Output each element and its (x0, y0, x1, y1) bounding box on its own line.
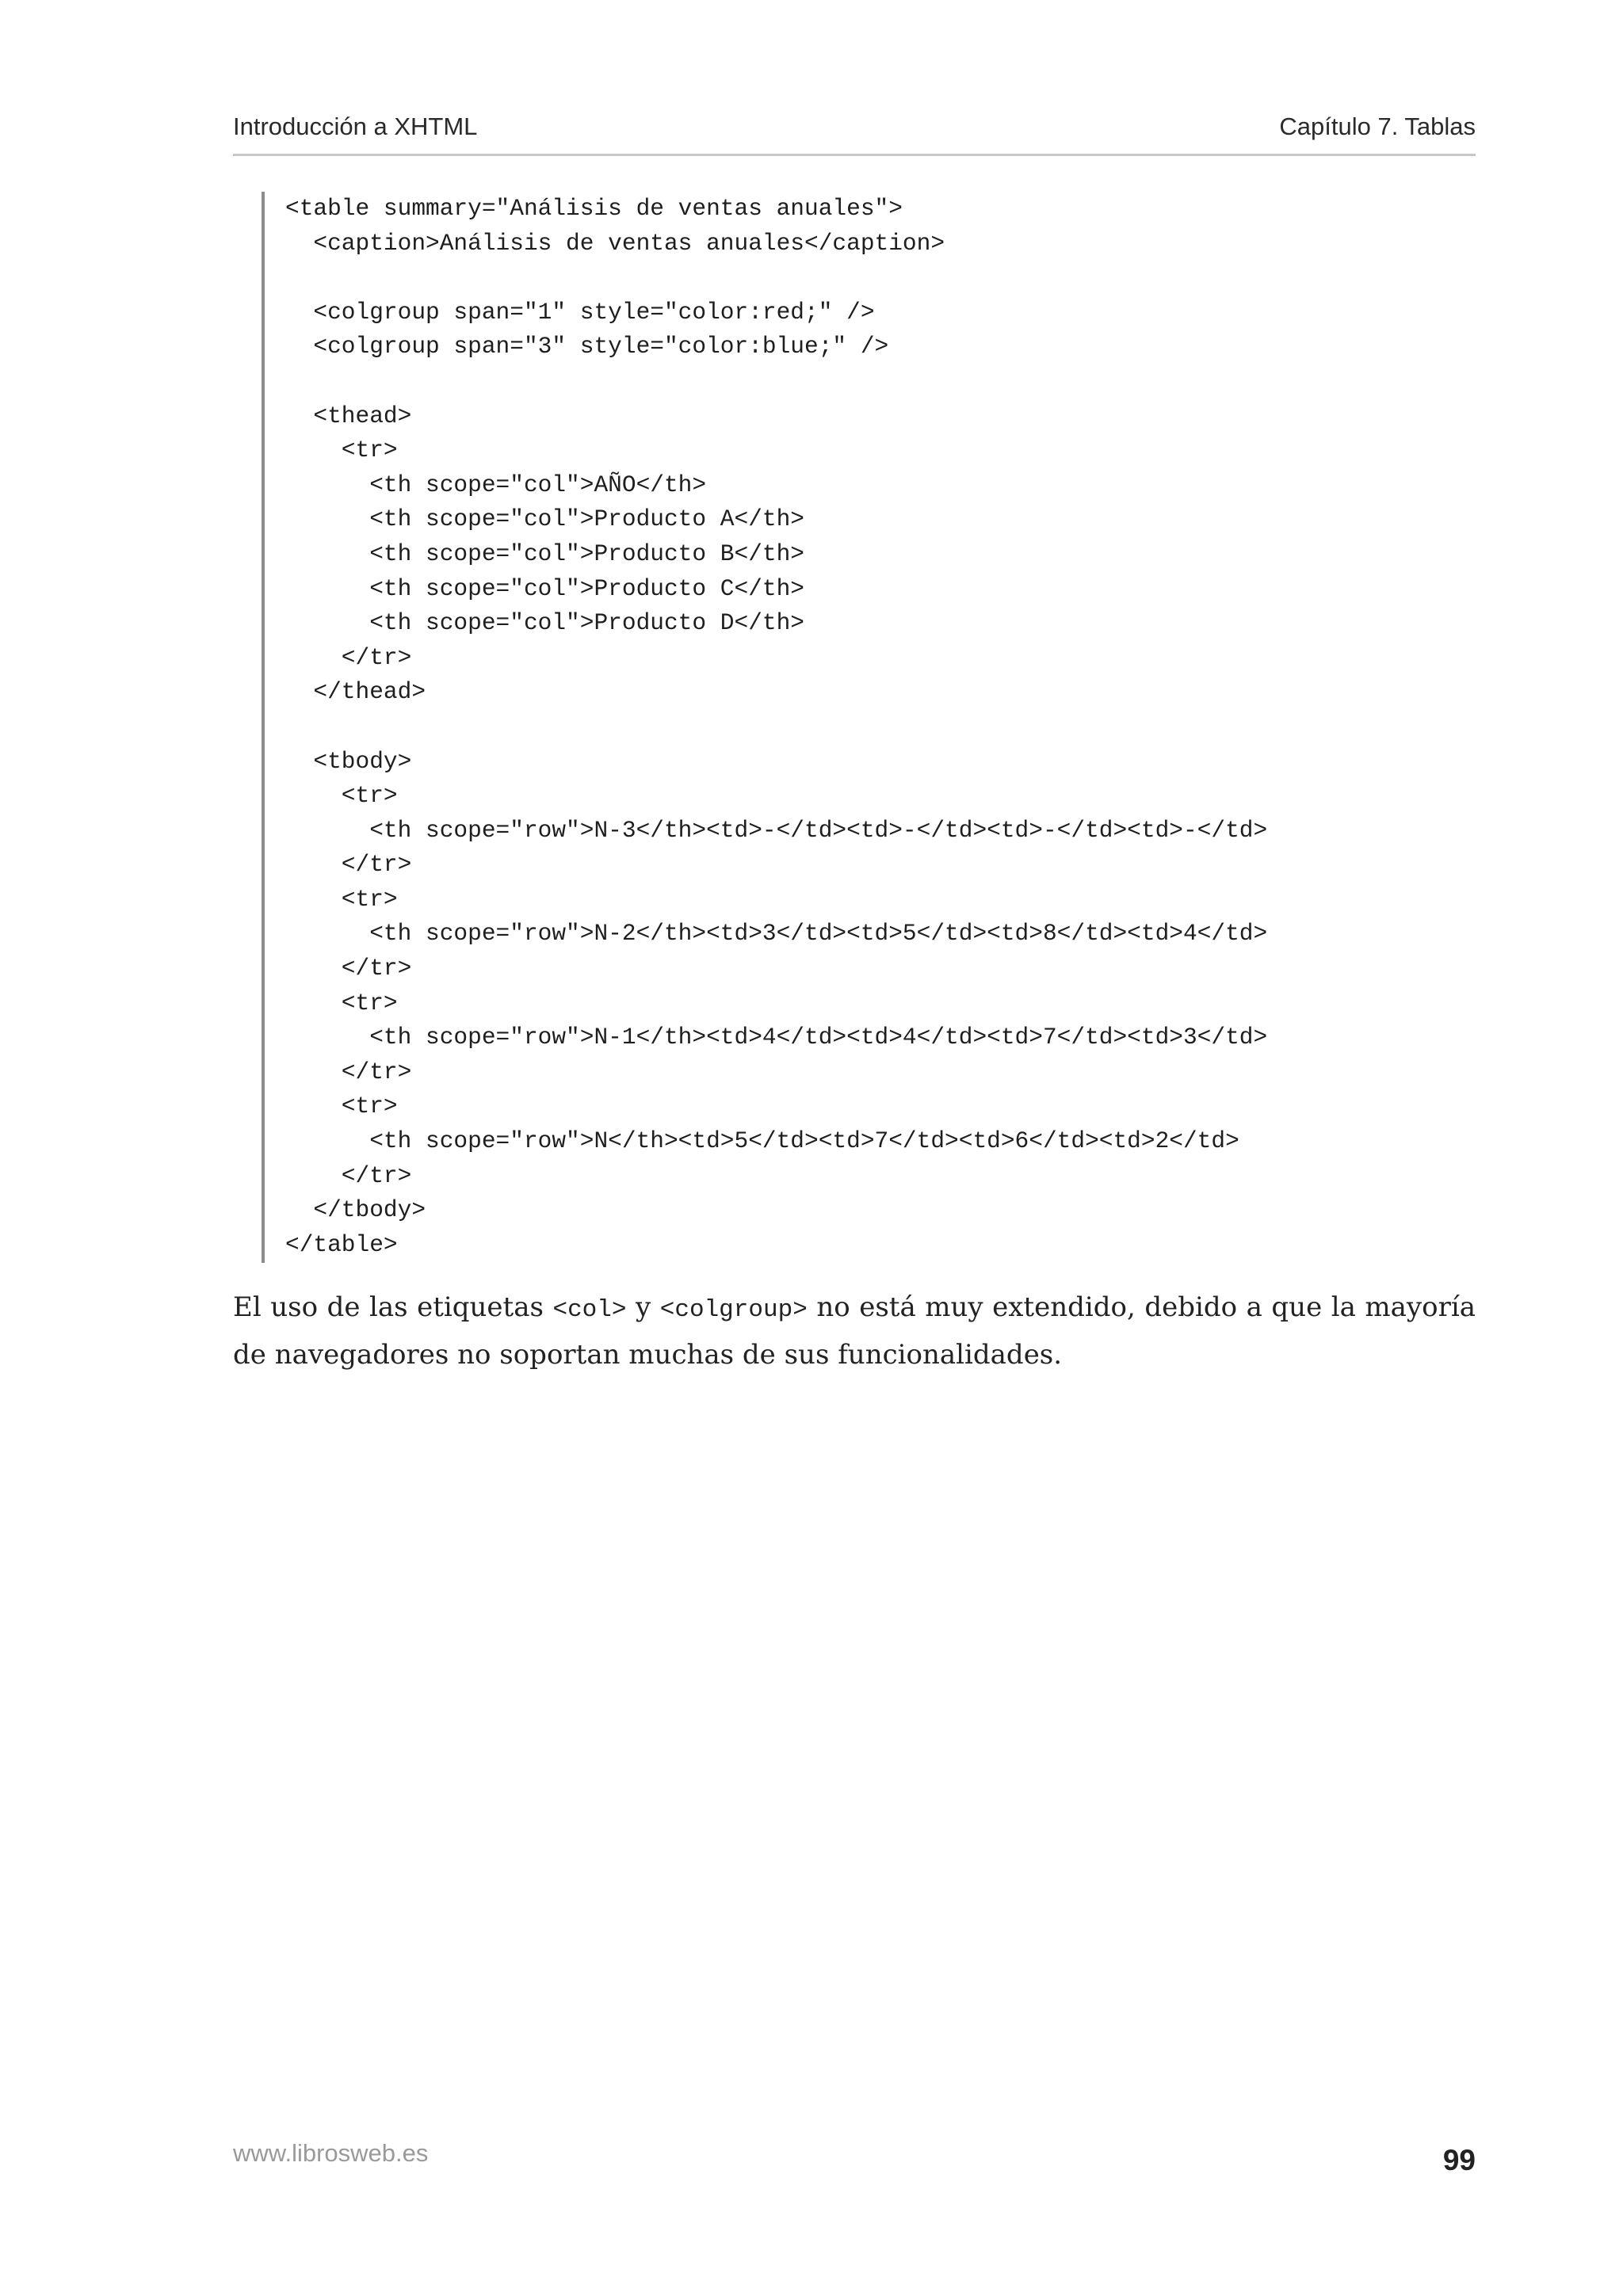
page-number: 99 (1442, 2144, 1476, 2176)
code-line: <caption>Análisis de ventas anuales</caption> (285, 229, 945, 257)
code-listing (262, 192, 1450, 1263)
paragraph-text-1: El uso de las etiquetas (233, 1291, 553, 1323)
code-line: <tbody> (285, 747, 412, 775)
code-line: <tr> (285, 1093, 398, 1120)
code-line: </table> (285, 1230, 398, 1258)
paragraph-text-2: y (626, 1291, 660, 1323)
code-line: </tr> (285, 955, 412, 982)
code-line: <tr> (285, 989, 398, 1016)
code-line: </tr> (285, 1161, 412, 1189)
code-line: <colgroup span="1" style="color:red;" /> (285, 298, 875, 326)
code-line: </thead> (285, 678, 426, 706)
inline-code-colgroup: <colgroup> (659, 1296, 808, 1324)
code-line: <th scope="col">AÑO</th> (285, 471, 707, 498)
code-line: <th scope="col">Producto C</th> (285, 574, 805, 602)
code-line: <tr> (285, 437, 398, 464)
inline-code-col: <col> (552, 1296, 627, 1324)
code-line: <tr> (285, 885, 398, 913)
footer-url: www.librosweb.es (233, 2139, 429, 2167)
code-line: <table summary="Análisis de ventas anuales"> (285, 195, 903, 222)
code-line: </tr> (285, 851, 412, 879)
code-line: </tr> (285, 1058, 412, 1085)
code-line: <th scope="row">N-3</th><td>-</td><td>-</td><td>-</td><td>-</td> (285, 816, 1268, 844)
code-listing-text (285, 192, 1450, 1262)
code-line: <th scope="row">N-2</th><td>3</td><td>5</td><td>8</td><td>4</td> (285, 920, 1268, 948)
code-line: <th scope="col">Producto B</th> (285, 540, 805, 567)
chapter-title: Capítulo 7. Tablas (1279, 113, 1476, 140)
code-line: <tr> (285, 782, 398, 810)
code-line: <th scope="col">Producto A</th> (285, 505, 805, 533)
code-line: <th scope="row">N-1</th><td>4</td><td>4</td><td>7</td><td>3</td> (285, 1024, 1268, 1051)
code-line: </tr> (285, 643, 412, 671)
code-line: <th scope="col">Producto D</th> (285, 609, 805, 637)
page-header (233, 108, 1476, 156)
code-line: <thead> (285, 402, 412, 429)
code-line: <colgroup span="3" style="color:blue;" /> (285, 333, 889, 360)
code-line: <th scope="row">N</th><td>5</td><td>7</td><td>6</td><td>2</td> (285, 1127, 1239, 1155)
code-line: </tbody> (285, 1196, 426, 1224)
paragraph-text-3: no está muy extendido, debido a que la mayoría de navegadores no soportan muchas de sus funcionalidades. (233, 1291, 1476, 1371)
body-paragraph (233, 1285, 1476, 1378)
book-title: Introducción a XHTML (233, 113, 478, 140)
